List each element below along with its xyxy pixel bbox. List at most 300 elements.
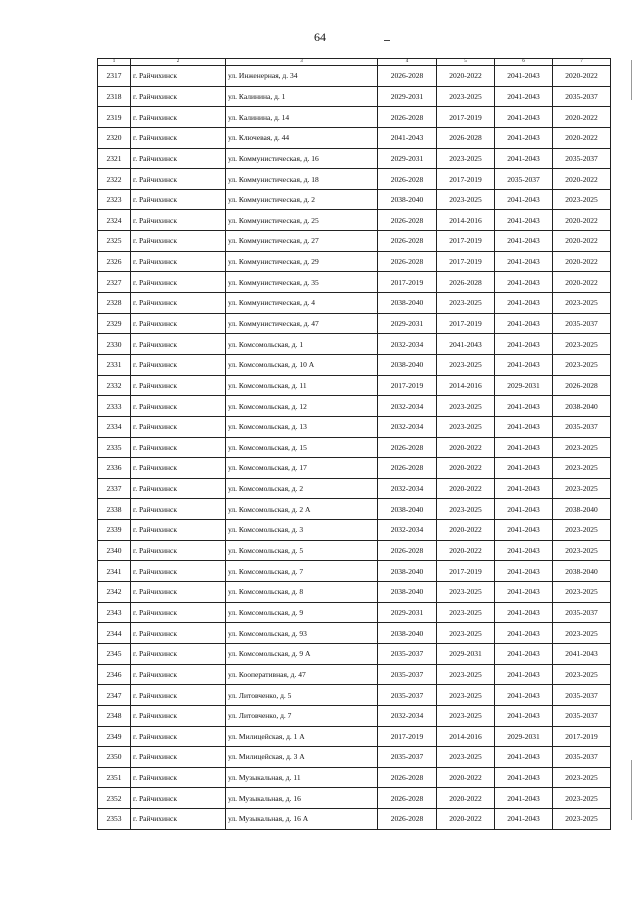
period-cell: 2023-2025	[553, 767, 611, 788]
city-cell: г. Райчихинск	[131, 437, 226, 458]
period-cell: 2041-2043	[495, 643, 553, 664]
city-cell: г. Райчихинск	[131, 767, 226, 788]
row-number: 2329	[98, 313, 131, 334]
period-cell: 2041-2043	[495, 354, 553, 375]
period-cell: 2017-2019	[437, 561, 495, 582]
housing-registry-table	[97, 58, 611, 830]
row-number: 2334	[98, 416, 131, 437]
period-cell: 2041-2043	[437, 334, 495, 355]
address-cell: ул. Комсомольская, д. 5	[226, 540, 378, 561]
table-row	[98, 272, 611, 293]
period-cell: 2014-2016	[437, 726, 495, 747]
period-cell: 2023-2025	[437, 86, 495, 107]
period-cell: 2020-2022	[553, 66, 611, 87]
city-cell: г. Райчихинск	[131, 664, 226, 685]
period-cell: 2035-2037	[553, 747, 611, 768]
city-cell: г. Райчихинск	[131, 520, 226, 541]
period-cell: 2029-2031	[437, 643, 495, 664]
period-cell: 2023-2025	[553, 189, 611, 210]
row-number: 2321	[98, 148, 131, 169]
period-cell: 2041-2043	[495, 396, 553, 417]
period-cell: 2020-2022	[437, 437, 495, 458]
period-cell: 2017-2019	[437, 231, 495, 252]
period-cell: 2041-2043	[495, 540, 553, 561]
period-cell: 2041-2043	[495, 66, 553, 87]
period-cell: 2029-2031	[378, 148, 437, 169]
address-cell: ул. Комсомольская, д. 8	[226, 582, 378, 603]
table-row	[98, 788, 611, 809]
period-cell: 2041-2043	[495, 127, 553, 148]
period-cell: 2041-2043	[495, 623, 553, 644]
period-cell: 2032-2034	[378, 396, 437, 417]
table-row	[98, 313, 611, 334]
table-row	[98, 107, 611, 128]
address-cell: ул. Комсомольская, д. 10 А	[226, 354, 378, 375]
period-cell: 2023-2025	[437, 664, 495, 685]
period-cell: 2029-2031	[495, 726, 553, 747]
period-cell: 2038-2040	[378, 293, 437, 314]
city-cell: г. Райчихинск	[131, 148, 226, 169]
period-cell: 2020-2022	[553, 231, 611, 252]
address-cell: ул. Коммунистическая, д. 29	[226, 251, 378, 272]
period-cell: 2029-2031	[378, 313, 437, 334]
period-cell: 2023-2025	[437, 396, 495, 417]
row-number: 2337	[98, 478, 131, 499]
period-cell: 2023-2025	[437, 747, 495, 768]
column-number: 5	[437, 59, 495, 66]
address-cell: ул. Инженерная, д. 34	[226, 66, 378, 87]
period-cell: 2035-2037	[553, 148, 611, 169]
table-row	[98, 809, 611, 830]
period-cell: 2023-2025	[437, 354, 495, 375]
address-cell: ул. Комсомольская, д. 93	[226, 623, 378, 644]
city-cell: г. Райчихинск	[131, 86, 226, 107]
period-cell: 2023-2025	[553, 540, 611, 561]
row-number: 2323	[98, 189, 131, 210]
address-cell: ул. Коммунистическая, д. 27	[226, 231, 378, 252]
period-cell: 2026-2028	[378, 251, 437, 272]
row-number: 2343	[98, 602, 131, 623]
period-cell: 2017-2019	[378, 272, 437, 293]
row-number: 2324	[98, 210, 131, 231]
column-number: 6	[495, 59, 553, 66]
period-cell: 2023-2025	[553, 623, 611, 644]
city-cell: г. Райчихинск	[131, 66, 226, 87]
table-row	[98, 499, 611, 520]
city-cell: г. Райчихинск	[131, 561, 226, 582]
table-row	[98, 416, 611, 437]
table-row	[98, 767, 611, 788]
city-cell: г. Райчихинск	[131, 809, 226, 830]
row-number: 2347	[98, 685, 131, 706]
period-cell: 2020-2022	[437, 458, 495, 479]
period-cell: 2023-2025	[437, 189, 495, 210]
scan-mark	[384, 40, 390, 41]
period-cell: 2026-2028	[378, 169, 437, 190]
period-cell: 2041-2043	[495, 809, 553, 830]
period-cell: 2026-2028	[378, 437, 437, 458]
address-cell: ул. Комсомольская, д. 17	[226, 458, 378, 479]
table-row	[98, 623, 611, 644]
period-cell: 2035-2037	[553, 685, 611, 706]
period-cell: 2026-2028	[437, 272, 495, 293]
period-cell: 2041-2043	[495, 664, 553, 685]
row-number: 2349	[98, 726, 131, 747]
period-cell: 2023-2025	[553, 437, 611, 458]
period-cell: 2020-2022	[437, 788, 495, 809]
period-cell: 2035-2037	[378, 664, 437, 685]
address-cell: ул. Комсомольская, д. 2	[226, 478, 378, 499]
row-number: 2328	[98, 293, 131, 314]
period-cell: 2038-2040	[553, 561, 611, 582]
period-cell: 2017-2019	[437, 107, 495, 128]
period-cell: 2023-2025	[553, 788, 611, 809]
city-cell: г. Райчихинск	[131, 127, 226, 148]
row-number: 2352	[98, 788, 131, 809]
address-cell: ул. Ключевая, д. 44	[226, 127, 378, 148]
period-cell: 2035-2037	[553, 602, 611, 623]
row-number: 2345	[98, 643, 131, 664]
period-cell: 2023-2025	[553, 664, 611, 685]
period-cell: 2017-2019	[437, 313, 495, 334]
row-number: 2340	[98, 540, 131, 561]
city-cell: г. Райчихинск	[131, 643, 226, 664]
period-cell: 2041-2043	[495, 148, 553, 169]
city-cell: г. Райчихинск	[131, 540, 226, 561]
row-number: 2331	[98, 354, 131, 375]
city-cell: г. Райчихинск	[131, 685, 226, 706]
period-cell: 2026-2028	[378, 107, 437, 128]
period-cell: 2029-2031	[378, 602, 437, 623]
period-cell: 2014-2016	[437, 375, 495, 396]
period-cell: 2023-2025	[437, 148, 495, 169]
period-cell: 2035-2037	[553, 416, 611, 437]
address-cell: ул. Музыкальная, д. 11	[226, 767, 378, 788]
city-cell: г. Райчихинск	[131, 788, 226, 809]
address-cell: ул. Милицейская, д. 3 А	[226, 747, 378, 768]
address-cell: ул. Комсомольская, д. 12	[226, 396, 378, 417]
period-cell: 2023-2025	[553, 293, 611, 314]
address-cell: ул. Коммунистическая, д. 35	[226, 272, 378, 293]
scan-edge-mark	[631, 760, 632, 820]
period-cell: 2032-2034	[378, 478, 437, 499]
period-cell: 2026-2028	[378, 788, 437, 809]
address-cell: ул. Коммунистическая, д. 2	[226, 189, 378, 210]
period-cell: 2032-2034	[378, 520, 437, 541]
address-cell: ул. Комсомольская, д. 3	[226, 520, 378, 541]
row-number: 2344	[98, 623, 131, 644]
city-cell: г. Райчихинск	[131, 272, 226, 293]
period-cell: 2032-2034	[378, 334, 437, 355]
period-cell: 2029-2031	[378, 86, 437, 107]
period-cell: 2020-2022	[553, 251, 611, 272]
address-cell: ул. Калинина, д. 1	[226, 86, 378, 107]
period-cell: 2023-2025	[553, 582, 611, 603]
period-cell: 2035-2037	[495, 169, 553, 190]
period-cell: 2014-2016	[437, 210, 495, 231]
city-cell: г. Райчихинск	[131, 169, 226, 190]
period-cell: 2038-2040	[553, 499, 611, 520]
period-cell: 2020-2022	[553, 210, 611, 231]
period-cell: 2035-2037	[553, 705, 611, 726]
city-cell: г. Райчихинск	[131, 478, 226, 499]
period-cell: 2020-2022	[437, 478, 495, 499]
period-cell: 2023-2025	[553, 354, 611, 375]
period-cell: 2038-2040	[378, 561, 437, 582]
period-cell: 2026-2028	[553, 375, 611, 396]
period-cell: 2035-2037	[378, 685, 437, 706]
period-cell: 2035-2037	[553, 313, 611, 334]
row-number: 2353	[98, 809, 131, 830]
city-cell: г. Райчихинск	[131, 334, 226, 355]
address-cell: ул. Комсомольская, д. 9 А	[226, 643, 378, 664]
city-cell: г. Райчихинск	[131, 231, 226, 252]
table-row	[98, 354, 611, 375]
period-cell: 2020-2022	[553, 272, 611, 293]
period-cell: 2041-2043	[495, 747, 553, 768]
period-cell: 2038-2040	[378, 499, 437, 520]
city-cell: г. Райчихинск	[131, 623, 226, 644]
table-row	[98, 396, 611, 417]
period-cell: 2041-2043	[553, 643, 611, 664]
period-cell: 2041-2043	[495, 210, 553, 231]
period-cell: 2032-2034	[378, 705, 437, 726]
period-cell: 2038-2040	[553, 396, 611, 417]
period-cell: 2041-2043	[495, 86, 553, 107]
row-number: 2330	[98, 334, 131, 355]
row-number: 2326	[98, 251, 131, 272]
period-cell: 2023-2025	[553, 458, 611, 479]
address-cell: ул. Литовченко, д. 7	[226, 705, 378, 726]
period-cell: 2041-2043	[495, 520, 553, 541]
table-row	[98, 561, 611, 582]
period-cell: 2041-2043	[495, 499, 553, 520]
column-number: 3	[226, 59, 378, 66]
period-cell: 2041-2043	[495, 458, 553, 479]
city-cell: г. Райчихинск	[131, 747, 226, 768]
row-number: 2325	[98, 231, 131, 252]
table-row	[98, 582, 611, 603]
row-number: 2319	[98, 107, 131, 128]
city-cell: г. Райчихинск	[131, 189, 226, 210]
city-cell: г. Райчихинск	[131, 458, 226, 479]
period-cell: 2041-2043	[495, 561, 553, 582]
period-cell: 2035-2037	[553, 86, 611, 107]
city-cell: г. Райчихинск	[131, 582, 226, 603]
period-cell: 2017-2019	[437, 169, 495, 190]
period-cell: 2017-2019	[553, 726, 611, 747]
city-cell: г. Райчихинск	[131, 705, 226, 726]
period-cell: 2041-2043	[495, 437, 553, 458]
city-cell: г. Райчихинск	[131, 396, 226, 417]
table-row	[98, 66, 611, 87]
row-number: 2348	[98, 705, 131, 726]
period-cell: 2026-2028	[378, 540, 437, 561]
period-cell: 2020-2022	[437, 540, 495, 561]
city-cell: г. Райчихинск	[131, 416, 226, 437]
period-cell: 2041-2043	[495, 334, 553, 355]
period-cell: 2041-2043	[495, 582, 553, 603]
period-cell: 2038-2040	[378, 354, 437, 375]
address-cell: ул. Музыкальная, д. 16 А	[226, 809, 378, 830]
table-row	[98, 86, 611, 107]
period-cell: 2026-2028	[378, 809, 437, 830]
address-cell: ул. Кооперативная, д. 47	[226, 664, 378, 685]
period-cell: 2041-2043	[495, 602, 553, 623]
period-cell: 2026-2028	[378, 767, 437, 788]
period-cell: 2023-2025	[437, 623, 495, 644]
period-cell: 2026-2028	[378, 458, 437, 479]
table-row	[98, 664, 611, 685]
period-cell: 2041-2043	[495, 107, 553, 128]
period-cell: 2032-2034	[378, 416, 437, 437]
city-cell: г. Райчихинск	[131, 602, 226, 623]
row-number: 2350	[98, 747, 131, 768]
table-row	[98, 747, 611, 768]
city-cell: г. Райчихинск	[131, 499, 226, 520]
row-number: 2346	[98, 664, 131, 685]
address-cell: ул. Коммунистическая, д. 4	[226, 293, 378, 314]
period-cell: 2041-2043	[378, 127, 437, 148]
period-cell: 2041-2043	[495, 251, 553, 272]
period-cell: 2026-2028	[378, 66, 437, 87]
address-cell: ул. Милицейская, д. 1 А	[226, 726, 378, 747]
address-cell: ул. Комсомольская, д. 9	[226, 602, 378, 623]
column-number: 2	[131, 59, 226, 66]
period-cell: 2023-2025	[553, 334, 611, 355]
column-number: 4	[378, 59, 437, 66]
city-cell: г. Райчихинск	[131, 375, 226, 396]
period-cell: 2038-2040	[378, 582, 437, 603]
scan-edge-mark	[631, 60, 632, 100]
period-cell: 2041-2043	[495, 272, 553, 293]
period-cell: 2023-2025	[437, 685, 495, 706]
address-cell: ул. Музыкальная, д. 16	[226, 788, 378, 809]
period-cell: 2026-2028	[378, 210, 437, 231]
table-row	[98, 210, 611, 231]
period-cell: 2023-2025	[437, 582, 495, 603]
period-cell: 2020-2022	[437, 520, 495, 541]
table-row	[98, 478, 611, 499]
period-cell: 2023-2025	[437, 499, 495, 520]
table-row	[98, 437, 611, 458]
period-cell: 2020-2022	[437, 809, 495, 830]
period-cell: 2026-2028	[437, 127, 495, 148]
period-cell: 2023-2025	[553, 478, 611, 499]
period-cell: 2041-2043	[495, 293, 553, 314]
period-cell: 2041-2043	[495, 313, 553, 334]
city-cell: г. Райчихинск	[131, 293, 226, 314]
period-cell: 2041-2043	[495, 767, 553, 788]
address-cell: ул. Комсомольская, д. 1	[226, 334, 378, 355]
period-cell: 2041-2043	[495, 478, 553, 499]
address-cell: ул. Коммунистическая, д. 16	[226, 148, 378, 169]
table-row	[98, 148, 611, 169]
row-number: 2351	[98, 767, 131, 788]
row-number: 2332	[98, 375, 131, 396]
period-cell: 2017-2019	[378, 375, 437, 396]
table-row	[98, 334, 611, 355]
address-cell: ул. Коммунистическая, д. 18	[226, 169, 378, 190]
period-cell: 2041-2043	[495, 705, 553, 726]
table-row	[98, 375, 611, 396]
period-cell: 2041-2043	[495, 231, 553, 252]
row-number: 2317	[98, 66, 131, 87]
table-row	[98, 602, 611, 623]
address-cell: ул. Комсомольская, д. 13	[226, 416, 378, 437]
row-number: 2322	[98, 169, 131, 190]
period-cell: 2041-2043	[495, 416, 553, 437]
period-cell: 2023-2025	[437, 293, 495, 314]
address-cell: ул. Комсомольская, д. 7	[226, 561, 378, 582]
row-number: 2335	[98, 437, 131, 458]
period-cell: 2020-2022	[553, 127, 611, 148]
row-number: 2336	[98, 458, 131, 479]
row-number: 2327	[98, 272, 131, 293]
column-number: 1	[98, 59, 131, 66]
period-cell: 2041-2043	[495, 685, 553, 706]
period-cell: 2023-2025	[437, 602, 495, 623]
period-cell: 2023-2025	[437, 705, 495, 726]
period-cell: 2023-2025	[553, 809, 611, 830]
table-row	[98, 169, 611, 190]
period-cell: 2026-2028	[378, 231, 437, 252]
period-cell: 2023-2025	[553, 520, 611, 541]
period-cell: 2020-2022	[437, 66, 495, 87]
city-cell: г. Райчихинск	[131, 354, 226, 375]
table-row	[98, 520, 611, 541]
period-cell: 2023-2025	[437, 416, 495, 437]
period-cell: 2035-2037	[378, 643, 437, 664]
period-cell: 2017-2019	[437, 251, 495, 272]
table-row	[98, 643, 611, 664]
address-cell: ул. Литовченко, д. 5	[226, 685, 378, 706]
address-cell: ул. Калинина, д. 14	[226, 107, 378, 128]
table-row	[98, 127, 611, 148]
row-number: 2338	[98, 499, 131, 520]
row-number: 2333	[98, 396, 131, 417]
row-number: 2320	[98, 127, 131, 148]
column-number: 7	[553, 59, 611, 66]
table-row	[98, 705, 611, 726]
table-row	[98, 458, 611, 479]
page-number: 64	[314, 30, 326, 44]
table-row	[98, 685, 611, 706]
row-number: 2339	[98, 520, 131, 541]
period-cell: 2041-2043	[495, 189, 553, 210]
city-cell: г. Райчихинск	[131, 251, 226, 272]
period-cell: 2020-2022	[553, 169, 611, 190]
address-cell: ул. Комсомольская, д. 15	[226, 437, 378, 458]
table-row	[98, 726, 611, 747]
address-cell: ул. Коммунистическая, д. 47	[226, 313, 378, 334]
row-number: 2341	[98, 561, 131, 582]
city-cell: г. Райчихинск	[131, 313, 226, 334]
column-number-row	[98, 59, 611, 66]
period-cell: 2020-2022	[437, 767, 495, 788]
period-cell: 2038-2040	[378, 189, 437, 210]
address-cell: ул. Комсомольская, д. 11	[226, 375, 378, 396]
city-cell: г. Райчихинск	[131, 210, 226, 231]
period-cell: 2041-2043	[495, 788, 553, 809]
city-cell: г. Райчихинск	[131, 726, 226, 747]
address-cell: ул. Комсомольская, д. 2 А	[226, 499, 378, 520]
city-cell: г. Райчихинск	[131, 107, 226, 128]
period-cell: 2038-2040	[378, 623, 437, 644]
table-row	[98, 540, 611, 561]
row-number: 2342	[98, 582, 131, 603]
period-cell: 2029-2031	[495, 375, 553, 396]
